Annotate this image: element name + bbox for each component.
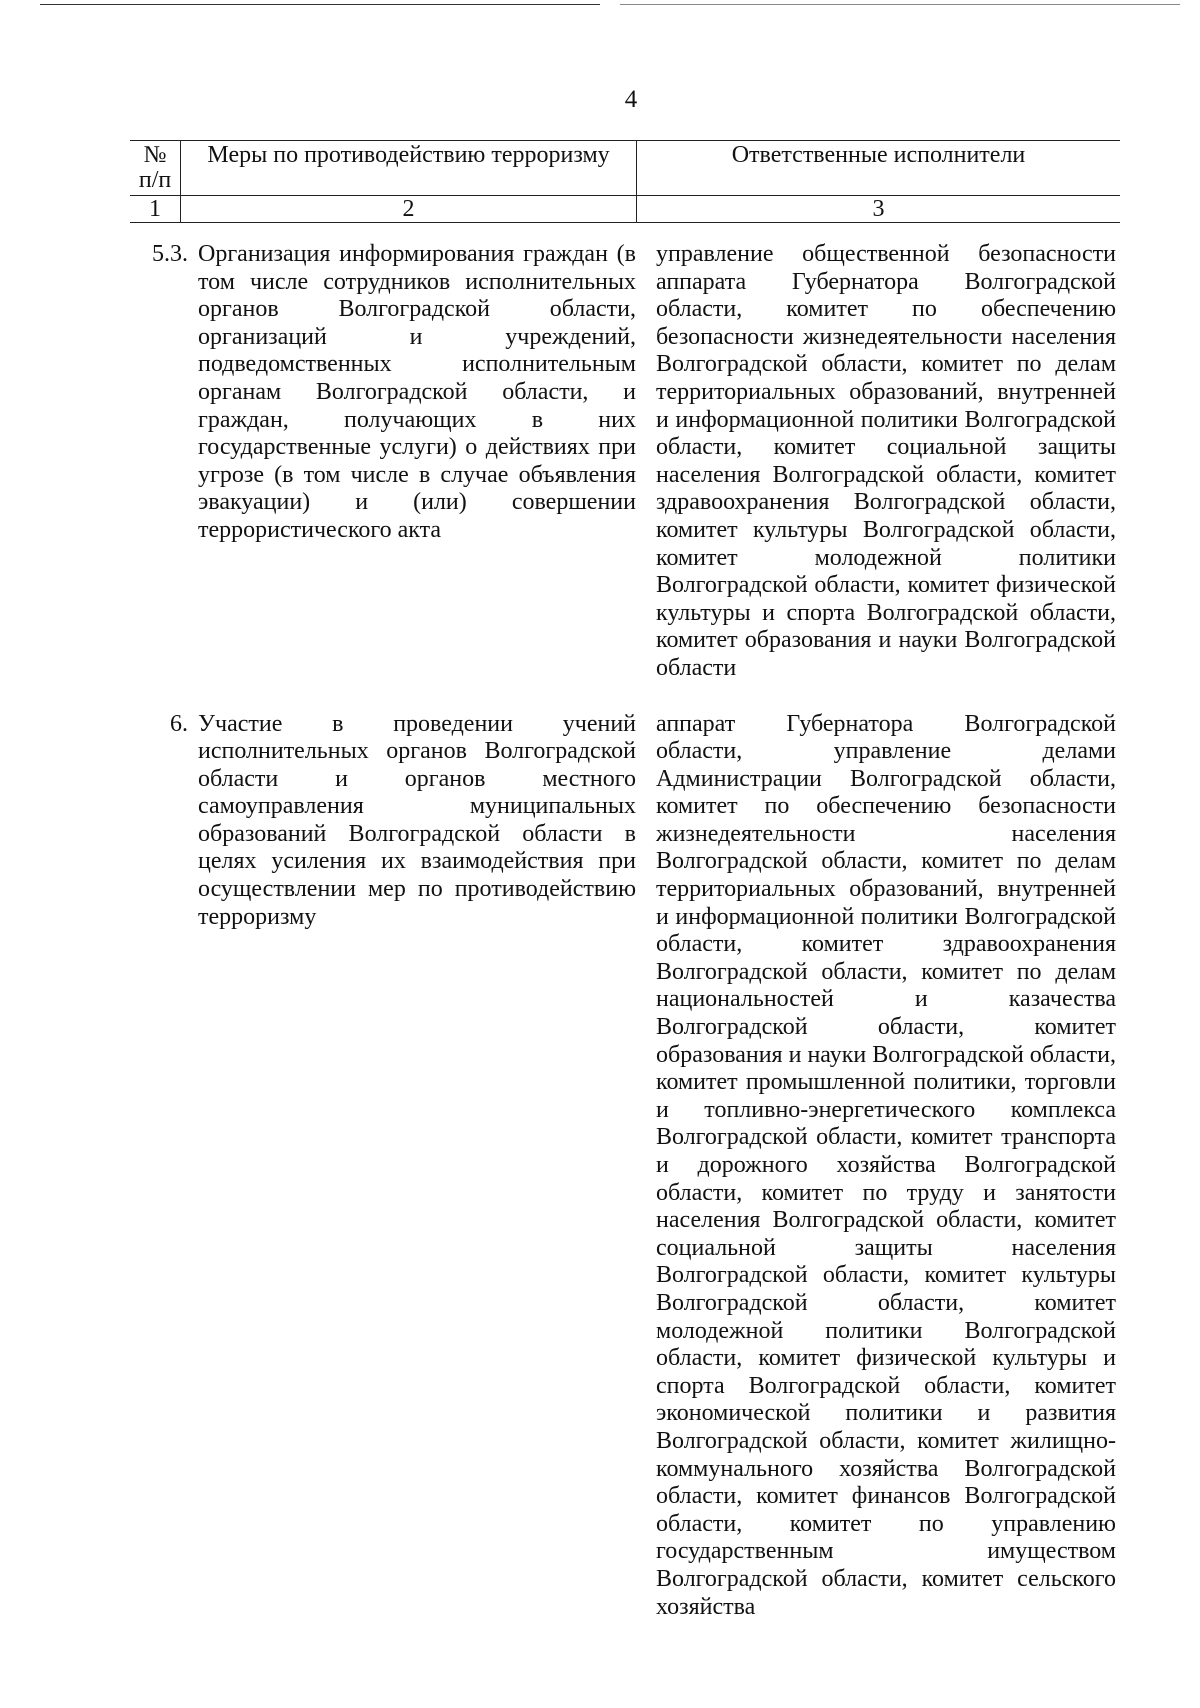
table-body: [130, 241, 1120, 1649]
scan-artifact-line: [40, 4, 600, 5]
row-measure: Организация информирования граждан (в том числе сотрудников исполнительных органов Волгоградской области, организаций и учреждений, подведомственных исполнительным органам Волгоградской области, и граждан, получающих в них государственные услуги) о действиях при угрозе (в том числе в случае объявления эвакуации) и (или) совершении террористического акта: [198, 241, 636, 543]
header-num: № п/п: [130, 141, 181, 196]
column-number-3: 3: [637, 196, 1121, 223]
header-measures: Меры по противодействию терроризму: [181, 141, 637, 196]
measures-table-header: [130, 140, 1120, 223]
table-row: [130, 711, 1120, 1622]
header-responsible: Ответственные исполнители: [637, 141, 1121, 196]
row-number: 6.: [170, 710, 188, 737]
column-number-2: 2: [181, 196, 637, 223]
row-responsible: управление общественной безопасности аппарата Губернатора Волгоградской области, комитет по обеспечению безопасности жизнедеятельности населения Волгоградской области, комитет по делам территориальных образований, внутренней и информационной политики Волгоградской области, комитет социальной защиты населения Волгоградской области, комитет здравоохранения Волгоградской области, комитет культуры Волгоградской области, комитет молодежной политики Волгоградской области, комитет физической культуры и спорта Волгоградской области, комитет образования и науки Волгоградской области: [656, 241, 1116, 681]
table-header: [130, 140, 1120, 223]
scan-artifact-line: [620, 4, 1180, 5]
row-responsible: аппарат Губернатора Волгоградской области, управление делами Администрации Волгоградской области, комитет по обеспечению безопасности жизнедеятельности населения Волгоградской области, комитет по делам территориальных образований, внутренней и информационной политики Волгоградской области, комитет здравоохранения Волгоградской области, комитет по делам национальностей и казачества Волгоградской области, комитет образования и науки Волгоградской области, комитет промышленной политики, торговли и топливно-энергетического комплекса Волгоградской области, комитет транспорта и дорожного хозяйства Волгоградской области, комитет по труду и занятости населения Волгоградской области, комитет социальной защиты населения Волгоградской области, комитет культуры Волгоградской области, комитет молодежной политики Волгоградской области, комитет физической культуры и спорта Волгоградской области, комитет экономической политики и развития Волгоградской области, комитет жилищно-коммунального хозяйства Волгоградской области, комитет финансов Волгоградской области, комитет по управлению государственным имуществом Волгоградской области, комитет сельского хозяйства: [656, 710, 1117, 1620]
table-row: [130, 241, 1120, 683]
column-number-1: 1: [130, 196, 181, 223]
row-measure: Участие в проведении учений исполнительных органов Волгоградской области и органов местного самоуправления муниципальных образований Волгоградской области в целях усиления их взаимодействия при осуществлении мер по противодействию терроризму: [198, 710, 636, 930]
page-number: 4: [624, 86, 638, 113]
row-number: 5.3.: [152, 241, 188, 267]
